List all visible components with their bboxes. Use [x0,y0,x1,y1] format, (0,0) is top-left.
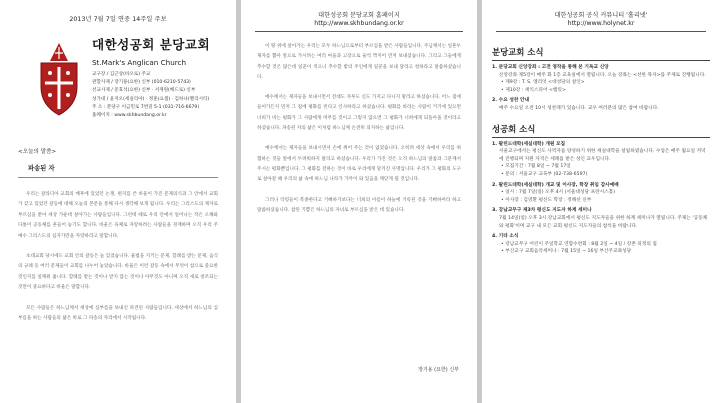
news-item [492,141,710,179]
sermon-paragraph: 예수께서는 제자들을 보내시면서 손에 쥐어 주는 것이 없었습니다. 오히려 세상 속에서 우리를 위협하는 것들 앞에서 두려워하지 말라고 하셨습니다. 우리가 가진 것은 오직 하느님의 말씀과 그분께서 주시는 평화뿐입니다. 그 평화를 전하는 것이 바로 우리에게 맡겨진 사명입니다. 우리가 그 평화의 도구로 살아갈 때 우리의 삶 속에 하느님 나라가 가까이 와 있음을 깨닫게 될 것입니다. [257,146,461,183]
section-divider [492,137,710,138]
info-row: 주 소 : 분당구 이금민로 7번길 5-1 (031-716-6679) [92,104,200,110]
church-news-list [492,64,710,113]
news-item [492,207,710,230]
news-item-detail: • 부산교구 교회음악세미나 : 7월 15일 ~ 16일 부산주교좌성당 [501,249,632,255]
author-signature: 장기용 (요한) 신부 [418,367,459,373]
section-divider [492,60,710,61]
sermon-paragraph: 이 땅 위에 살아가는 우리는 모두 하느님으로부터 부르심을 받은 사람들입니다. 주님께서는 일흔두 제자를 뽑아 앞으로 가시려는 여러 마을과 고장으로 둘씩 짝지어 먼저 보내셨습니다. 그리고 그들에게 추수할 것은 많은데 일꾼이 적으니 추수할 밭의 주인에게 일꾼을 보내 달라고 청하라고 말씀하셨습니다. [257,44,461,80]
header-divider [496,31,706,32]
news-item-text: 7월 14일(일) 오후 3시 강남교회에서 평신도 지도자들을 위한 하계 세미나가 열립니다. 주제는 '공동체와 평화'이며 교구 내 모든 교회 평신도 지도자들의 참석을 바랍니다. [499,215,708,229]
sermon-paragraph: 그러나 악령들이 복종한다고 기뻐하기보다는 너희의 이름이 하늘에 기록된 것을 기뻐하여라 하고 말씀하셨습니다. 참된 기쁨은 하느님의 자녀로 부르심을 받은 데 있습니다. [257,197,461,213]
masthead [0,23,236,133]
news-item-heading: 1. 팔린드대학(세실대학) 개원 모집 [492,141,566,147]
bulletin-page-2 [241,0,477,403]
news-item-detail: • 모집기간 : 7월 8일 ~ 7월 17일 [501,164,571,170]
news-item-heading: 2. 수요 성찬 안내 [492,98,530,104]
news-item-detail: • 제9강 : T. S. 엘리엇 <대성당의 살인> [501,80,585,86]
news-item [492,97,710,112]
church-crest-logo [36,39,82,119]
section-title-church-news: 분당교회 소식 [492,47,544,57]
bulletin-page-1 [0,0,236,403]
news-item-heading: 1. 분당교회 신앙강좌 : 고전 영작을 통해 본 기독교 신앙 [492,65,609,70]
sermon-continued [241,32,477,216]
sermon-paragraph: 우리는 갈라디아 교회의 배후에 있었던 논쟁, 편지를 쓴 바울이 가진 문제의식과 그 안에서 교회가 갖고 있었던 갈등에 대해 오늘의 본문을 통해 다시 생각해 보게 됩니다. 우리는 그리스도의 제자로 부르심을 받아 세상 가운데 살아가는 사람들입니다. 그런데 때로 우리 안에서 일어나는 작은 오해와 다툼이 공동체를 흔들어 놓기도 합니다. 바울은 육체로 자랑하려는 사람들을 경계하며 오직 우리 주 예수 그리스도의 십자가만을 자랑하라고 말합니다. [18,192,218,239]
info-row: 성가대 / 윤지오(세실리아) · 정훈(요셉) · 김하나(펠리시티) [92,96,210,102]
church-name-korean: 대한성공회 분당교회 [92,37,211,52]
header-title: 대한성공회 분당교회 홈페이지 [318,12,400,19]
info-row: 홈페이지 : www.skhbundang.or.kr [92,113,167,119]
news-item-text: 서울교구에서는 평신도 사역자를 양성하기 위한 세실대학을 설립하였습니다. 수업은 매주 월요일 저녁에 진행되며 지원 자격은 세례를 받은 성인 교우입니다. [499,149,706,162]
bulletin-date: 2013년 7월 7일 연중 14주일 주보 [69,16,167,23]
section-label: <오늘의 말씀> [18,149,57,155]
news-item-heading: 4. 기타 소식 [492,234,519,240]
news-item [492,233,710,256]
page-header [482,12,720,32]
news-item-detail: • 이사장 : 김영환 평신도 학장 : 정해선 신부 [501,197,592,203]
sermon-paragraph: 초대교회 당시에도 교회 안의 갈등은 늘 있었습니다. 율법을 지키는 문제, 할례를 받는 문제, 음식의 규례 등 여러 문제들이 교회를 나누어 놓았습니다. 바울은 이런 갈등 속에서 무엇이 참으로 중요한 것인지를 일깨워 줍니다. 할례를 받는 것이나 받지 않는 것이나 아무것도 아니며 오직 새로 창조되는 것만이 중요하다고 바울은 말합니다. [18,254,218,291]
news-item-detail: • 강남교무구 어린이 주일학교 연합수련회 : 8월 2일 ~ 4일 / 강촌 피정의 집 [501,241,657,247]
news-item-detail: • 일시 : 7월 7일(일) 오후 4시 (서울대성당 프란시스홀) [501,190,616,196]
header-url[interactable]: http://www.skhbundang.or.kr [314,20,404,27]
news-item-detail: • 제10강 : 셰익스피어 <햄릿> [501,87,566,93]
sermon-title: 파송된 자 [28,165,55,172]
news-column [482,46,720,256]
news-item-text: 신앙강좌 제5강이 매주 화 1층 교육실에서 열립니다. 오늘 강좌는 <선한 목자>를 주제로 진행됩니다. [499,72,706,78]
sermon-paragraph: 모든 사람들은 하느님께서 세상에 심부름을 보내신 파견된 사람들입니다. 세상에서 하느님의 심부름을 하는 사람들의 삶은 바로 그 파송의 자리에서 시작됩니다. [18,305,218,322]
info-row: 관할사제 / 장기용(요한) 신부 (010-6210-5743) [92,80,191,86]
church-info-rows [92,71,232,120]
news-item-heading: 2. 팔린드대학(세실대학) 개교 및 이사장, 학장 취임 감사예배 [492,182,619,188]
anglican-news-list [492,141,710,256]
news-item-text: 매주 수요일 오전 10시 성찬례가 있습니다. 교우 여러분의 많은 참여 바랍니다. [499,105,659,111]
bulletin-page-3 [482,0,720,403]
sermon-body [0,178,236,324]
news-item-detail: • 문의 : 서울교구 교육부 (02-738-6597) [501,171,588,177]
info-row: 선교사제 / 문효석(요한) 신부 · 서재원(베드로) 신부 [92,88,196,94]
news-item [492,64,710,94]
section-title-anglican-news: 성공회 소식 [492,123,536,134]
sermon-paragraph: 예수께서는 제자들을 보내시면서 전대도 자루도 신도 가지고 다니지 말라고 하셨습니다. 어느 집에 들어가든지 먼저 그 집에 평화를 빈다고 인사하라고 하셨습니다. 평화를 바라는 사람이 거기에 있으면 너희가 비는 평화가 그 사람에게 머무를 것이고 그렇지 않으면 그 평화가 너희에게 되돌아올 것이라고 하셨습니다. 파송된 자의 삶은 이처럼 하느님께 온전히 의지하는 삶입니다. [257,95,461,132]
page-header [241,12,477,32]
news-item-heading: 3. 강남교무구 제3차 평신도 지도자 하계 세미나 [492,208,592,214]
header-url[interactable]: http://www.holynet.kr [567,20,635,27]
header-title: 대한성공회 공식 커뮤니티 '홀리넷' [554,12,648,19]
news-item [492,182,710,205]
church-name-english: St.Mark's Anglican Church [92,58,187,67]
info-row: 교구장 / 김근상(바오로) 주교 [92,72,151,77]
church-info [92,35,232,120]
sermon-heading [0,147,236,178]
